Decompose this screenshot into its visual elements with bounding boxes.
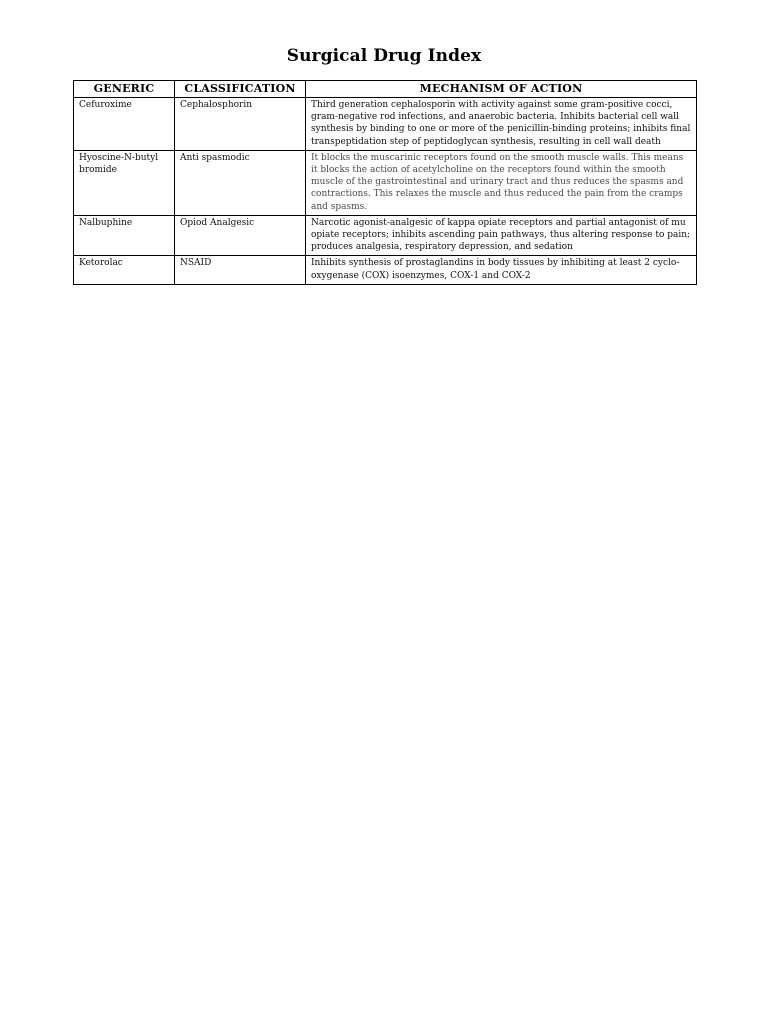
classification-cell: Opiod Analgesic (175, 215, 306, 256)
table-header-row (74, 81, 697, 98)
generic-cell: Ketorolac (74, 256, 175, 284)
generic-cell: Cefuroxime (74, 98, 175, 151)
classification-cell: Cephalosphorin (175, 98, 306, 151)
mechanism-cell: It blocks the muscarinic receptors found on the smooth muscle walls. This means it blocks the action of acetylcholine on the receptors found within the smooth muscle of the gastrointestinal and urinary tract and thus reduces the spasms and contractions. This relaxes the muscle and thus reduced the pain from the cramps and spasms. (306, 150, 697, 215)
drug-index-table (73, 80, 697, 285)
mechanism-cell: Inhibits synthesis of prostaglandins in body tissues by inhibiting at least 2 cyclo-oxygenase (COX) isoenzymes, COX-1 and COX-2 (306, 256, 697, 284)
table-row (74, 256, 697, 284)
generic-cell: Hyoscine-N-butyl bromide (74, 150, 175, 215)
column-header-mechanism: MECHANISM OF ACTION (306, 81, 697, 98)
table-row (74, 215, 697, 256)
column-header-generic: GENERIC (74, 81, 175, 98)
table-row (74, 150, 697, 215)
classification-cell: NSAID (175, 256, 306, 284)
column-header-classification: CLASSIFICATION (175, 81, 306, 98)
mechanism-cell: Third generation cephalosporin with activity against some gram-positive cocci, gram-negative rod infections, and anaerobic bacteria. Inhibits bacterial cell wall synthesis by binding to one or more of the penicillin-binding proteins; inhibits final transpeptidation step of peptidoglycan synthesis, resulting in cell wall death (306, 98, 697, 151)
mechanism-cell: Narcotic agonist-analgesic of kappa opiate receptors and partial antagonist of mu opiate receptors; inhibits ascending pain pathways, thus altering response to pain; produces analgesia, respiratory depression, and sedation (306, 215, 697, 256)
page-title: Surgical Drug Index (286, 46, 482, 66)
classification-cell: Anti spasmodic (175, 150, 306, 215)
generic-cell: Nalbuphine (74, 215, 175, 256)
table-row (74, 98, 697, 151)
